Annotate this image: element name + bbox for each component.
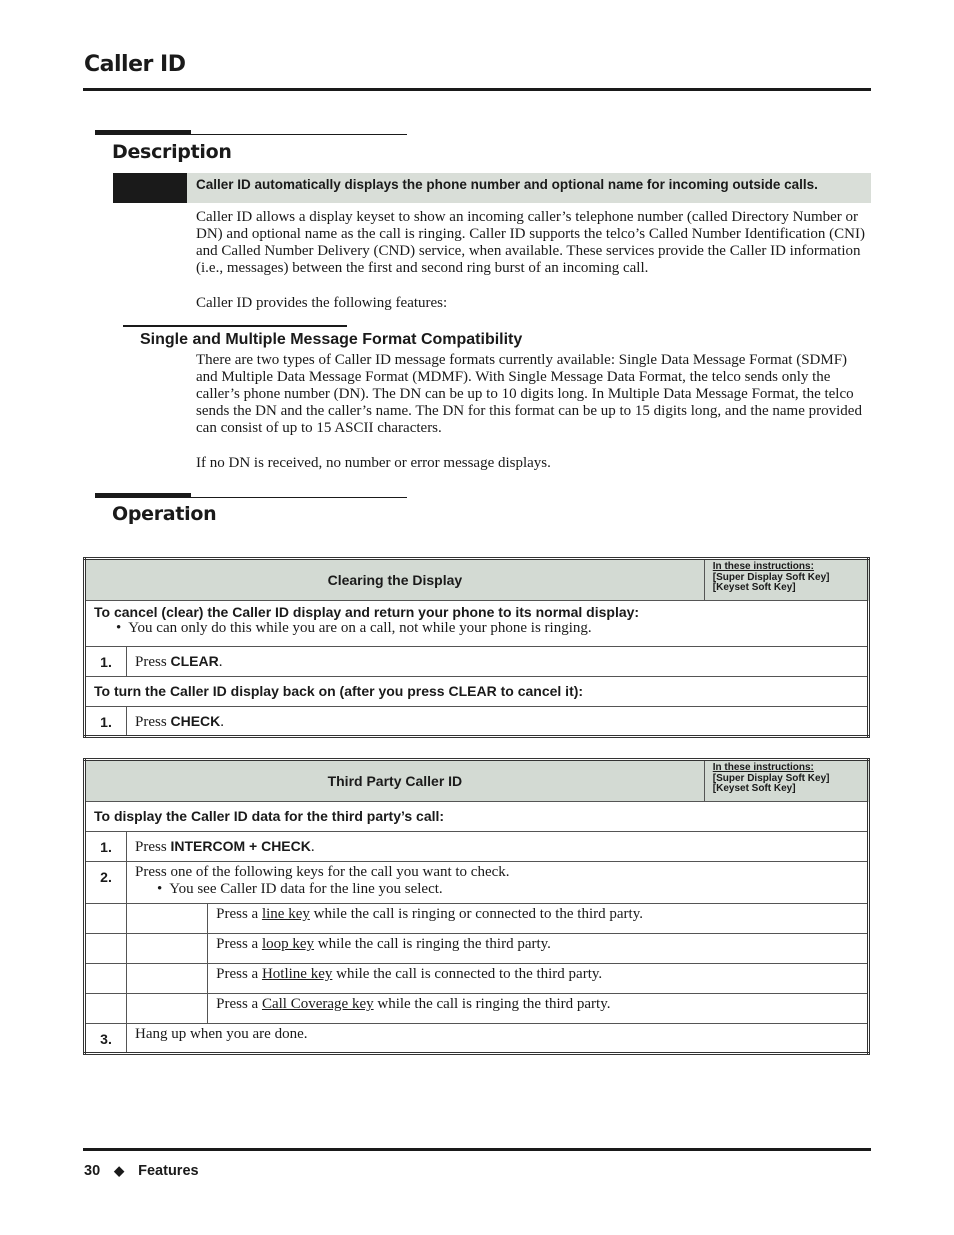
option-text: Press a line key while the call is ringing or connected to the third party. [208,904,869,934]
page-title: Caller ID [84,52,186,77]
empty-cell [127,964,208,994]
clearing-display-table [83,557,870,738]
step-number: 1. [85,647,127,677]
feature-heading: Single and Multiple Message Format Compatibility [140,331,523,348]
description-paragraph: Caller ID allows a display keyset to show an incoming caller’s telephone number (called Directory Number or DN) and optional name as the call is ringing. Caller ID supports the telco’s Called Number Identification (CNI) and Called Number Delivery (CND) service, when available. These services provide the Caller ID information (i.e., messages) between the first and second ring burst of an incoming call. [196,209,865,276]
step-number: 1. [85,707,127,737]
step-text [127,862,869,904]
description-heading: Description [112,141,232,163]
bullet-item: • You see Caller ID data for the line you select. [157,881,443,897]
bullet-text: You can only do this while you are on a call, not while your phone is ringing. [128,620,592,636]
step-text: Press INTERCOM + CHECK. [127,832,869,862]
empty-cell [85,994,127,1024]
header-rule [83,88,871,91]
instruction-text: To cancel (clear) the Caller ID display and return your phone to its normal display: [94,604,640,620]
step-text: Press CLEAR. [127,647,869,677]
footer [84,1163,199,1179]
note-line: [Keyset Soft Key] [712,582,796,593]
option-text: Press a Hotline key while the call is connected to the third party. [208,964,869,994]
step-number: 2. [85,862,127,904]
page-number: 30 [84,1163,101,1179]
empty-cell [127,994,208,1024]
step-number: 1. [85,832,127,862]
subsection-rule [123,325,347,327]
operation-heading: Operation [112,503,217,525]
empty-cell [127,904,208,934]
feature-paragraph: There are two types of Caller ID message formats currently available: Single Data Message Format (SDMF) and Multiple Data Message Format (MDMF). With Single Message Data Format, the telco sends only the caller’s phone number (DN). The DN can be up to 10 digits long. In Multiple Data Message Format, the telco sends the DN and the caller’s name. The DN for this format can be up to 15 digits long, and the name provided can consist of up to 15 ASCII characters. [196,352,862,436]
footer-rule [83,1148,871,1151]
note-line: [Super Display Soft Key] [712,772,830,784]
empty-cell [85,934,127,964]
step-text: Hang up when you are done. [127,1024,869,1054]
instruction-row [85,601,869,647]
table-title: Third Party Caller ID [85,760,705,802]
note-title: In these instructions: [712,561,814,572]
section-rule [95,134,407,135]
instructions-note [704,559,868,601]
instructions-note [704,760,868,802]
step-number: 3. [85,1024,127,1054]
note-line: [Super Display Soft Key] [712,571,830,583]
footer-section: Features [138,1163,199,1179]
instruction-text: To display the Caller ID data for the third party’s call: [85,802,869,832]
clear-key-label: CLEAR [170,653,219,669]
hotline-key-term: Hotline key [261,966,333,982]
option-text: Press a loop key while the call is ringing the third party. [208,934,869,964]
option-text: Press a Call Coverage key while the call is ringing the third party. [208,994,869,1024]
step-text: Press CHECK. [127,707,869,737]
bullet-item: • You can only do this while you are on a call, not while your phone is ringing. [116,620,592,636]
summary-marker [113,173,187,203]
line-key-term: line key [261,906,310,922]
note-title: In these instructions: [712,762,814,773]
summary-text: Caller ID automatically displays the phone number and optional name for incoming outside calls. [196,177,818,192]
empty-cell [85,904,127,934]
step-main-text: Press one of the following keys for the call you want to check. [135,864,510,880]
table-title: Clearing the Display [85,559,705,601]
section-rule [95,497,407,498]
diamond-icon: ◆ [114,1163,125,1178]
bullet-text: You see Caller ID data for the line you select. [169,881,443,897]
third-party-table [83,758,870,1055]
instruction-text: To turn the Caller ID display back on (after you press CLEAR to cancel it): [85,677,869,707]
description-paragraph-2: Caller ID provides the following features: [196,295,448,311]
loop-key-term: loop key [261,936,315,952]
note-line: [Keyset Soft Key] [712,783,796,794]
intercom-check-key-label: INTERCOM + CHECK [170,838,311,854]
check-key-label: CHECK [170,713,221,729]
call-coverage-key-term: Call Coverage key [261,996,374,1012]
empty-cell [127,934,208,964]
feature-paragraph-2: If no DN is received, no number or error message displays. [196,455,551,471]
empty-cell [85,964,127,994]
